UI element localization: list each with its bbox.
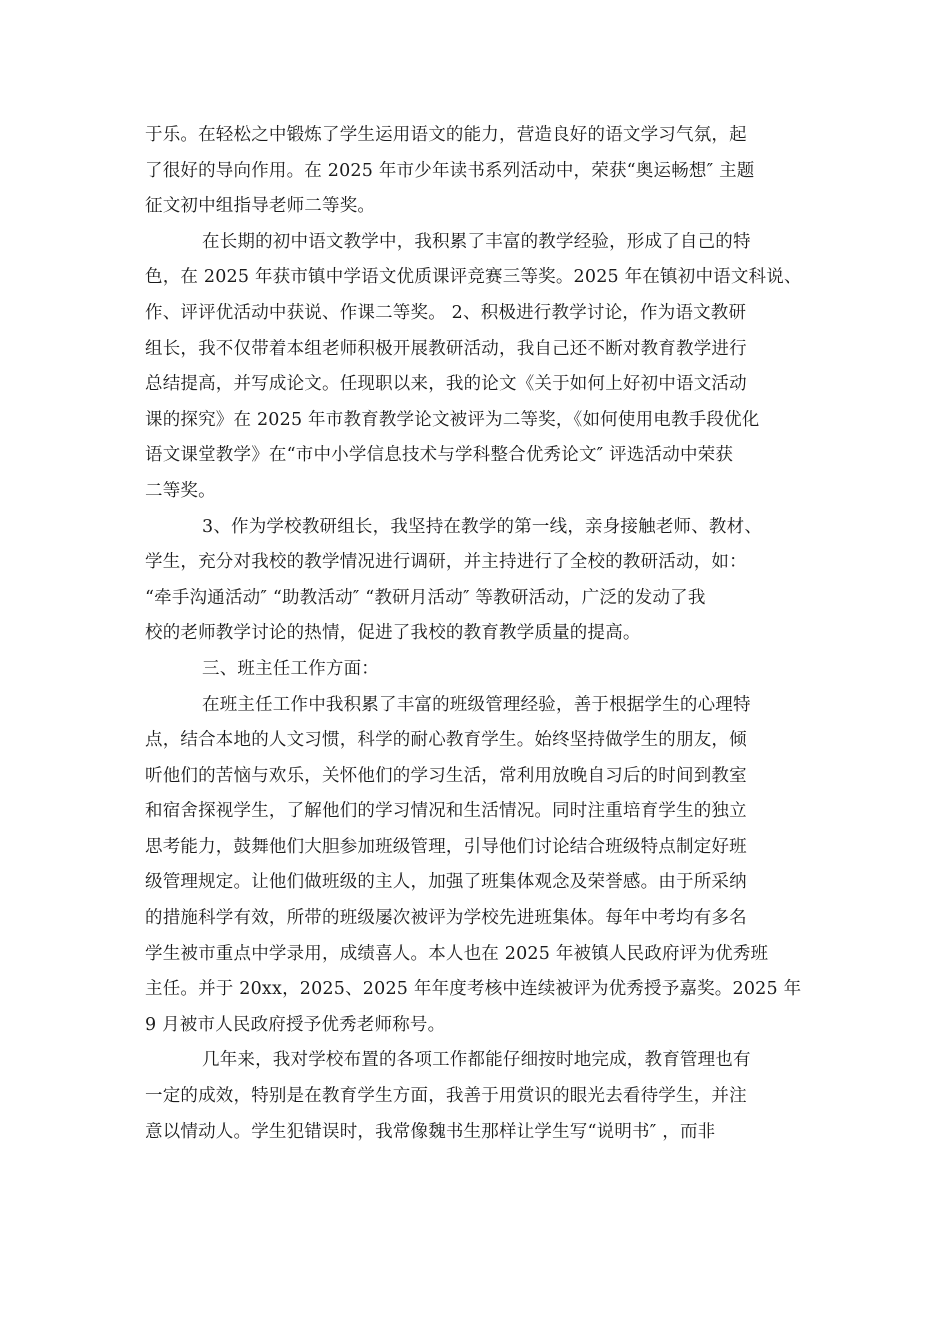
text-line: 和宿舍探视学生，了解他们的学习情况和生活情况。同时注重培育学生的独立: [145, 801, 747, 822]
text-line: “牵手沟通活动″ “助教活动″ “教研月活动″ 等教研活动，广泛的发动了我: [145, 587, 706, 608]
text-line: 三、班主任工作方面：: [202, 658, 379, 679]
text-line: 作、评评优活动中获说、作课二等奖。 2、积极进行教学讨论，作为语文教研: [145, 302, 747, 323]
text-line: 的措施科学有效，所带的班级屡次被评为学校先进班集体。每年中考均有多名: [145, 908, 747, 929]
text-line: 校的老师教学讨论的热情，促进了我校的教育教学质量的提高。: [145, 623, 641, 644]
document-page: [145, 118, 825, 1150]
text-line: 了很好的导向作用。在 2025 年市少年读书系列活动中，荣获“奥运畅想″ 主题: [145, 160, 755, 181]
text-line: 二等奖。: [145, 480, 216, 501]
text-line: 学生，充分对我校的教学情况进行调研，并主持进行了全校的教研活动，如：: [145, 552, 747, 573]
text-line: 点，结合本地的人文习惯，科学的耐心教育学生。始终坚持做学生的朋友，倾: [145, 730, 747, 751]
text-line: 级管理规定。让他们做班级的主人，加强了班集体观念及荣誉感。由于所采纳: [145, 872, 747, 893]
text-line: 在长期的初中语文教学中，我积累了丰富的教学经验，形成了自己的特: [202, 231, 751, 252]
text-line: 9 月被市人民政府授予优秀老师称号。: [145, 1014, 446, 1035]
paragraph: [145, 652, 825, 688]
text-line: 课的探究》在 2025 年市教育教学论文被评为二等奖，《如何使用电教手段优化: [145, 409, 760, 430]
text-line: 几年来，我对学校布置的各项工作都能仔细按时地完成，教育管理也有: [202, 1050, 751, 1071]
paragraph: [145, 688, 825, 1044]
text-line: 于乐。在轻松之中锻炼了学生运用语文的能力，营造良好的语文学习气氛，起: [145, 125, 747, 145]
text-line: 听他们的苦恼与欢乐，关怀他们的学习生活，常利用放晚自习后的时间到教室: [145, 765, 747, 786]
text-line: 总结提高，并写成论文。任现职以来，我的论文《关于如何上好初中语文活动: [145, 374, 747, 395]
text-line: 学生被市重点中学录用，成绩喜人。本人也在 2025 年被镇人民政府评为优秀班: [145, 943, 769, 964]
text-line: 主任。并于 20xx，2025、2025 年年度考核中连续被评为优秀授予嘉奖。2025 年: [145, 979, 802, 1000]
text-line: 意以情动人。学生犯错误时，我常像魏书生那样让学生写“说明书″ ，而非: [145, 1121, 716, 1142]
text-line: 征文初中组指导老师二等奖。: [145, 196, 376, 217]
text-line: 色，在 2025 年获市镇中学语文优质课评竞赛三等奖。2025 年在镇初中语文科说、: [145, 267, 802, 288]
paragraph: [145, 118, 825, 225]
text-line: 3、作为学校教研组长，我坚持在教学的第一线，亲身接触老师、教材、: [202, 516, 763, 537]
text-line: 思考能力，鼓舞他们大胆参加班级管理，引导他们讨论结合班级特点制定好班: [145, 836, 747, 857]
paragraph: [145, 225, 825, 510]
paragraph: [145, 510, 825, 652]
text-line: 一定的成效，特别是在教育学生方面，我善于用赏识的眼光去看待学生，并注: [145, 1086, 747, 1107]
text-line: 在班主任工作中我积累了丰富的班级管理经验，善于根据学生的心理特: [202, 694, 751, 715]
text-line: 组长，我不仅带着本组老师积极开展教研活动，我自己还不断对教育教学进行: [145, 338, 747, 359]
text-line: 语文课堂教学》在“市中小学信息技术与学科整合优秀论文″ 评选活动中荣获: [145, 445, 734, 466]
paragraph: [145, 1043, 825, 1150]
